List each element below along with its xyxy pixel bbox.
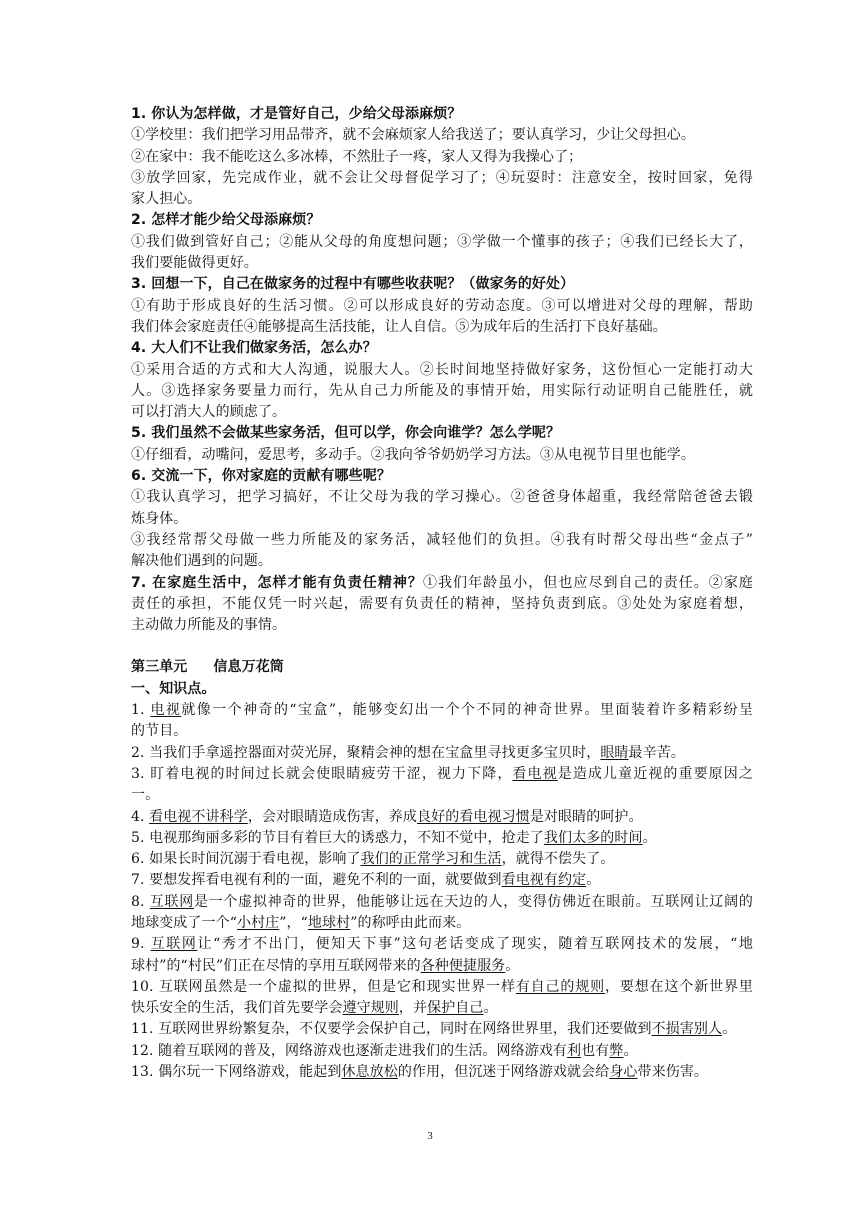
- key-phrase: 休息放松: [341, 1064, 398, 1081]
- question-4-answer-line: 可以打消大人的顾虑了。: [131, 404, 287, 421]
- point-text: 。: [586, 872, 601, 889]
- point-text: 5. 电视那绚丽多彩的节目有着巨大的诱惑力，不知不觉中，抢走了: [131, 829, 544, 846]
- knowledge-point-line: [131, 849, 753, 870]
- question-1-answer-line: ③放学回家，先完成作业，就不会让父母督促学习了；④玩耍时：注意安全，按时回家，免得: [131, 169, 753, 186]
- question-2-answer-line: ①我们做到管好自己；②能从父母的角度想问题；③学做一个懂事的孩子；④我们已经长大了，: [131, 233, 753, 250]
- key-phrase: 我们太多的时间: [543, 829, 643, 846]
- point-text: 让“秀才不出门，便知天下事”这句老话变成了现实，随着互联网技术的发展，“地: [197, 936, 754, 953]
- key-phrase: 保护自己: [427, 1000, 484, 1017]
- point-text: 9.: [131, 936, 151, 953]
- page-content: [131, 104, 753, 1083]
- knowledge-point-line: [131, 743, 753, 764]
- point-text: 。: [623, 1042, 638, 1059]
- knowledge-point-line: [131, 956, 753, 977]
- point-text: 。: [722, 1021, 737, 1038]
- key-phrase: 各种便捷服务: [420, 957, 506, 974]
- knowledge-point-line: [131, 721, 753, 742]
- question-7-title: 7. 在家庭生活中，怎样才能有负责任精神？: [131, 574, 423, 591]
- question-6-answer-line: 解决他们遇到的问题。: [131, 553, 272, 570]
- page-number: 3: [427, 1130, 433, 1142]
- key-phrase: 小村庄: [236, 914, 280, 931]
- question-2-title: 2. 怎样才能少给父母添麻烦？: [131, 212, 321, 229]
- question-4-answer-line: ①采用合适的方式和大人沟通，说服大人。②长时间地坚持做好家务，这份恒心一定能打动大: [131, 361, 753, 378]
- question-6-answer-line: ①我认真学习，把学习搞好，不让父母为我的学习操心。②爸爸身体超重，我经常陪爸爸去锻: [131, 489, 753, 506]
- question-1-answer-line: ①学校里：我们把学习用品带齐，就不会麻烦家人给我送了；要认真学习，少让父母担心。: [131, 127, 695, 144]
- point-text: 一。: [131, 787, 160, 804]
- point-text: 球村”的“村民”们正在尽情的享用互联网带来的: [131, 957, 421, 974]
- point-text: 是对眼睛的呵护。: [529, 808, 643, 825]
- point-text: 13. 偶尔玩一下网络游戏，能起到: [131, 1064, 342, 1081]
- question-1-answer-line: 家人担心。: [131, 191, 202, 208]
- knowledge-point-line: [131, 700, 753, 721]
- knowledge-point-line: [131, 977, 753, 998]
- question-1-title: 1. 你认为怎样做，才是管好自己，少给父母添麻烦？: [131, 106, 462, 122]
- point-text: 8.: [131, 893, 150, 910]
- point-text: ”的称呼由此而来。: [350, 914, 471, 931]
- key-phrase: 良好的看电视习惯: [417, 808, 530, 825]
- knowledge-points-heading: 一、知识点。: [131, 680, 216, 697]
- point-text: ”，“: [279, 914, 308, 931]
- point-text: 12. 随着互联网的普及，网络游戏也逐渐走进我们的生活。网络游戏有: [131, 1042, 568, 1059]
- key-phrase: 眼睛: [600, 744, 629, 761]
- knowledge-point-line: [131, 828, 753, 849]
- question-7-answer-line: 主动做力所能及的事情。: [131, 617, 287, 634]
- point-text: 6. 如果长时间沉溺于看电视，影响了: [131, 851, 361, 868]
- point-text: 3. 盯着电视的时间过长就会使眼睛疲劳干涩，视力下降，: [131, 765, 513, 782]
- question-4-answer-line: 人。③选择家务要量力而行，先从自己力所能及的事情开始，用实际行动证明自己能胜任，就: [131, 382, 753, 399]
- knowledge-point-line: [131, 1019, 753, 1040]
- knowledge-point-line: [131, 764, 753, 785]
- point-text: 是一个虚拟神奇的世界，他能够让远在天边的人，变得仿佛近在眼前。互联网让辽阔的: [193, 893, 753, 910]
- point-text: 就像一个神奇的“宝盒”，能够变幻出一个个不同的神奇世界。里面装着许多精彩纷呈: [181, 702, 754, 719]
- knowledge-point-line: [131, 1041, 753, 1062]
- knowledge-point-line: [131, 785, 753, 806]
- key-phrase: 电视: [150, 702, 182, 719]
- knowledge-point-line: [131, 807, 753, 828]
- key-phrase: 互联网: [149, 893, 194, 910]
- question-3-answer-line: ①有助于形成良好的生活习惯。②可以形成良好的劳动态度。③可以增进对父母的理解，帮助: [131, 297, 753, 314]
- key-phrase: 弊: [609, 1042, 624, 1059]
- question-3-answer-line: 我们体会家庭责任④能够提高生活技能，让人自信。⑤为成年后的生活打下良好基础。: [131, 318, 667, 335]
- point-text: ，并: [398, 1000, 428, 1017]
- key-phrase: 地球村: [307, 914, 351, 931]
- key-phrase: 不损害别人: [651, 1021, 723, 1038]
- question-6-answer-line: 炼身体。: [131, 510, 188, 527]
- point-text: 2. 当我们手拿遥控器面对荧光屏，聚精会神的想在宝盒里寻找更多宝贝时，: [131, 744, 601, 761]
- knowledge-point-line: [131, 870, 753, 891]
- point-text: 快乐安全的生活，我们首先要学会: [131, 1000, 343, 1017]
- key-phrase: 有自己的规则: [515, 978, 606, 995]
- point-text: 10. 互联网虽然是一个虚拟的世界，但是它和现实世界一样: [131, 978, 516, 995]
- point-text: 11. 互联网世界纷繁复杂，不仅要学会保护自己，同时在网络世界里，我们还要做到: [131, 1021, 652, 1038]
- point-text: 最辛苦。: [628, 744, 685, 761]
- question-6-title: 6. 交流一下，你对家庭的贡献有哪些呢？: [131, 468, 391, 485]
- knowledge-point-line: [131, 892, 753, 913]
- question-3-title: 3. 回想一下，自己在做家务的过程中有哪些收获呢？（做家务的好处）: [131, 276, 575, 293]
- question-4-title: 4. 大人们不让我们做家务活，怎么办？: [131, 340, 377, 357]
- point-text: 是造成儿童近视的重要原因之: [557, 765, 753, 782]
- point-text: ，会对眼睛造成伤害，养成: [247, 808, 418, 825]
- unit-title: 信息万花筒: [213, 659, 284, 676]
- knowledge-points-list: [131, 700, 753, 1083]
- knowledge-point-line: [131, 913, 753, 934]
- knowledge-point-line: [131, 1062, 753, 1083]
- knowledge-point-line: [131, 934, 753, 955]
- question-5-answer-line: ①仔细看，动嘴问，爱思考，多动手。②我向爷爷奶奶学习方法。③从电视节目里也能学。: [131, 446, 695, 463]
- question-2-answer-line: 我们要能做得更好。: [131, 255, 258, 272]
- point-text: 1.: [131, 702, 151, 719]
- unit-label: 第三单元: [131, 659, 188, 676]
- key-phrase: 看电视: [512, 765, 558, 782]
- point-text: 。: [505, 957, 520, 974]
- point-text: 也有: [581, 1042, 610, 1059]
- question-1-answer-line: ②在家中：我不能吃这么多冰棒，不然肚子一疼，家人又得为我操心了；: [131, 148, 583, 165]
- question-7-answer-line: 责任的承担，不能仅凭一时兴起，需要有负责任的精神，坚持负责到底。③处处为家庭着想，: [131, 595, 753, 612]
- key-phrase: 我们的正常学习和生活: [360, 851, 502, 868]
- key-phrase: 遵守规则: [342, 1000, 399, 1017]
- unit-heading: [131, 657, 753, 678]
- question-5-title: 5. 我们虽然不会做某些家务活，但可以学，你会向谁学？怎么学呢？: [131, 425, 561, 442]
- point-text: 7. 要想发挥看电视有利的一面，避免不利的一面，就要做到: [131, 872, 502, 889]
- question-7-line: [131, 573, 753, 594]
- key-phrase: 身心: [609, 1064, 638, 1081]
- point-text: 带来伤害。: [637, 1064, 709, 1081]
- question-7-answer-inline: ①我们年龄虽小，但也应尽到自己的责任。②家庭: [422, 574, 753, 591]
- section-gap: [131, 636, 753, 657]
- point-text: ，就得不偿失了。: [501, 851, 615, 868]
- point-text: 。: [483, 1000, 498, 1017]
- point-text: 的节目。: [131, 723, 188, 740]
- key-phrase: 看电视不讲科学: [149, 808, 248, 825]
- point-text: ，要想在这个新世界里: [605, 978, 753, 995]
- key-phrase: 利: [567, 1042, 582, 1059]
- point-text: 的作用，但沉迷于网络游戏就会给: [397, 1064, 610, 1081]
- point-text: 。: [642, 829, 657, 846]
- knowledge-point-line: [131, 998, 753, 1019]
- point-text: 4.: [131, 808, 150, 825]
- key-phrase: 互联网: [150, 936, 198, 953]
- question-6-answer-line: ③我经常帮父母做一些力所能及的家务活，减轻他们的负担。④我有时帮父母出些“金点子”: [131, 531, 753, 548]
- point-text: 地球变成了一个“: [131, 914, 237, 931]
- key-phrase: 看电视有约定: [501, 872, 587, 889]
